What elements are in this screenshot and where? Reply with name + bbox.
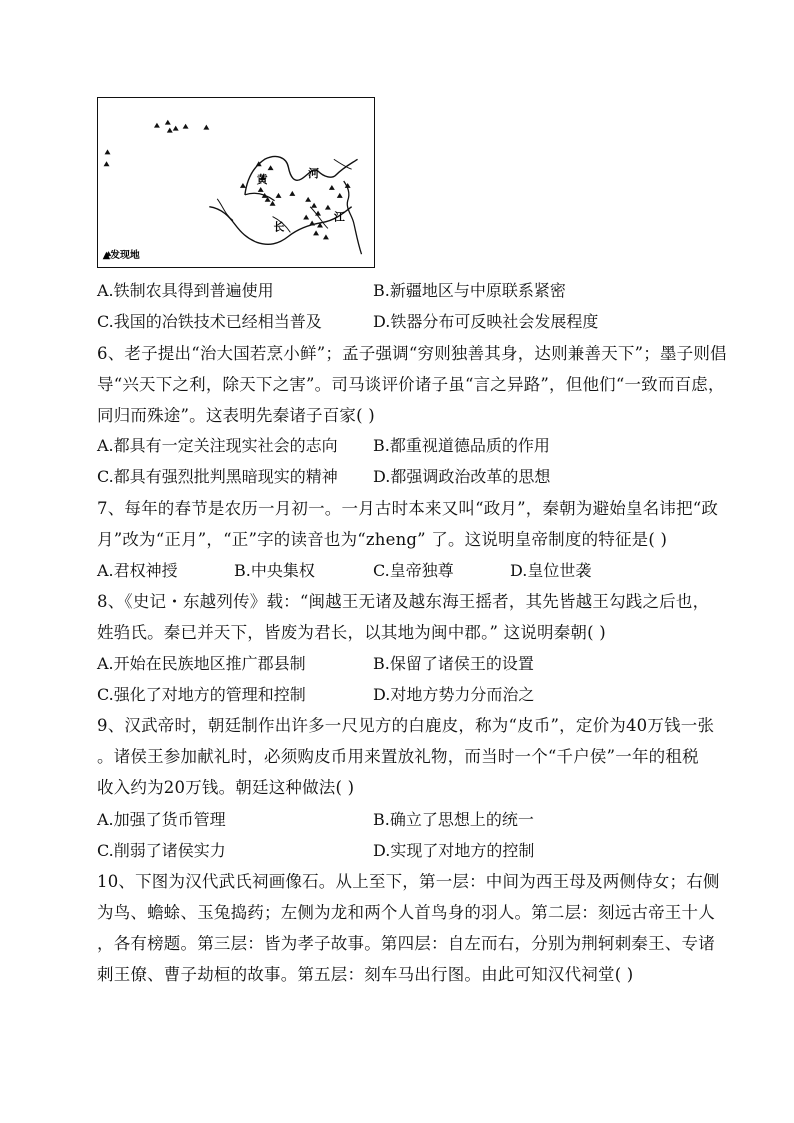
- map-drawing: [98, 98, 374, 267]
- q7-stem-line-1: 7、每年的春节是农历一月初一。一月古时本来又叫“政月”，秦朝为避始皇名讳把“政: [97, 499, 719, 518]
- q9-option-a[interactable]: A.加强了货币管理: [97, 810, 226, 829]
- q6-option-c[interactable]: C.都具有强烈批判黑暗现实的精神: [97, 467, 338, 486]
- site-markers: [104, 120, 351, 256]
- map-label-he-upper: 河: [308, 167, 320, 181]
- q10-stem-line-4: 刺王僚、曹子劫桓的故事。第五层：刻车马出行图。由此可知汉代祠堂( ): [97, 965, 634, 984]
- iron-artifact-map: [97, 97, 375, 268]
- q5-option-c[interactable]: C.我国的冶铁技术已经相当普及: [97, 312, 322, 331]
- map-label-chang: 长: [273, 220, 285, 234]
- q8-stem-line-2: 姓驺氏。秦已并天下，皆废为君长，以其地为闽中郡。” 这说明秦朝( ): [97, 623, 606, 642]
- q9-stem-line-1: 9、汉武帝时，朝廷制作出许多一尺见方的白鹿皮，称为“皮币”，定价为40万钱一张: [97, 716, 715, 735]
- q7-option-b[interactable]: B.中央集权: [234, 561, 315, 580]
- q7-option-c[interactable]: C.皇帝独尊: [373, 561, 454, 580]
- q7-option-a[interactable]: A.君权神授: [97, 561, 178, 580]
- q5-option-b[interactable]: B.新疆地区与中原联系紧密: [373, 281, 566, 300]
- map-legend: ▲发现地: [102, 250, 140, 262]
- q7-stem-line-2: 月”改为“正月”，“正”字的读音也为“zheng” 了。这说明皇帝制度的特征是( ): [97, 530, 668, 549]
- q9-option-b[interactable]: B.确立了思想上的统一: [373, 810, 534, 829]
- q6-stem-line-1: 6、老子提出“治大国若烹小鲜”；孟子强调“穷则独善其身，达则兼善天下”；墨子则倡: [97, 344, 727, 363]
- q6-option-d[interactable]: D.都强调政治改革的思想: [373, 467, 551, 486]
- q6-stem-line-2: 导“兴天下之利，除天下之害”。司马谈评价诸子虽“言之异路”，但他们“一致而百虑，: [97, 375, 725, 394]
- map-label-jiang: 江: [333, 210, 345, 224]
- q8-option-d[interactable]: D.对地方势力分而治之: [373, 685, 535, 704]
- q6-stem-line-3: 同归而殊途”。这表明先秦诸子百家( ): [97, 406, 375, 425]
- q8-stem-line-1: 8、《史记・东越列传》载：“闽越王无诸及越东海王摇者，其先皆越王勾践之后也，: [97, 592, 710, 611]
- q10-stem-line-2: 为鸟、蟾蜍、玉兔捣药；左侧为龙和两个人首鸟身的羽人。第二层：刻远古帝王十人: [97, 903, 715, 922]
- q8-option-a[interactable]: A.开始在民族地区推广郡县制: [97, 654, 306, 673]
- q5-option-d[interactable]: D.铁器分布可反映社会发展程度: [373, 312, 599, 331]
- q9-stem-line-2: 。诸侯王参加献礼时，必须购皮币用来置放礼物，而当时一个“千户侯”一年的租税: [97, 747, 699, 766]
- q5-option-a[interactable]: A.铁制农具得到普遍使用: [97, 281, 274, 300]
- q8-option-c[interactable]: C.强化了对地方的管理和控制: [97, 685, 306, 704]
- q8-option-b[interactable]: B.保留了诸侯王的设置: [373, 654, 534, 673]
- q10-stem-line-3: ，各有榜题。第三层：皆为孝子故事。第四层：自左而右，分别为荆轲刺秦王、专诸: [97, 934, 715, 953]
- q9-option-d[interactable]: D.实现了对地方的控制: [373, 841, 535, 860]
- q9-option-c[interactable]: C.削弱了诸侯实力: [97, 841, 226, 860]
- q6-option-b[interactable]: B.都重视道德品质的作用: [373, 436, 550, 455]
- q6-option-a[interactable]: A.都具有一定关注现实社会的志向: [97, 436, 338, 455]
- map-label-huang: 黄: [256, 172, 268, 186]
- q9-stem-line-3: 收入约为20万钱。朝廷这种做法( ): [97, 778, 355, 797]
- q10-stem-line-1: 10、下图为汉代武氏祠画像石。从上至下，第一层：中间为西王母及两侧侍女；右侧: [97, 872, 720, 891]
- q7-option-d[interactable]: D.皇位世袭: [510, 561, 592, 580]
